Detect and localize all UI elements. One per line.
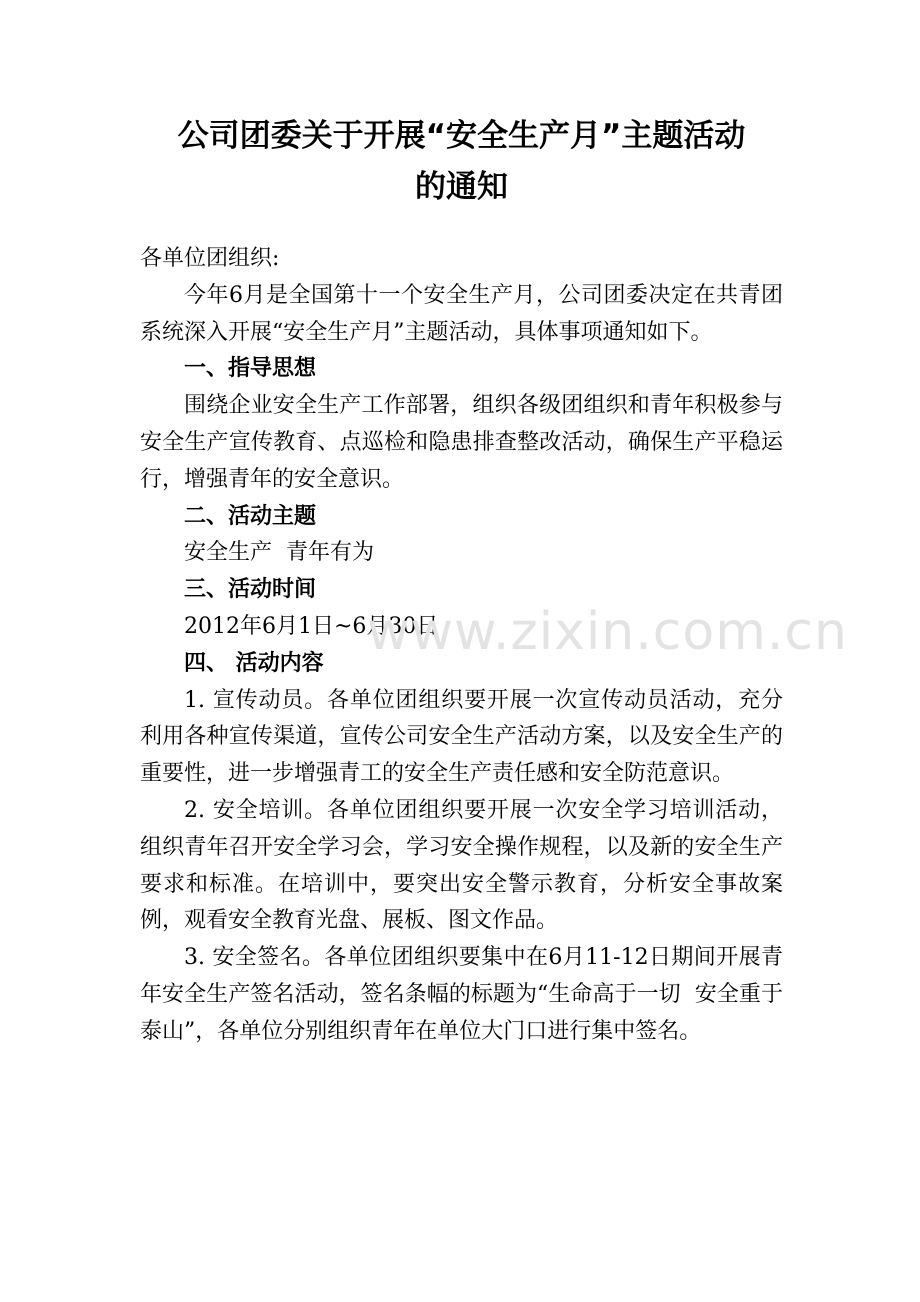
title-line-1: 公司团委关于开展“安全生产月”主题活动 xyxy=(177,118,746,154)
section-heading-activity-content: 四、 活动内容 xyxy=(184,650,324,676)
title-line-2: 的通知 xyxy=(415,169,508,205)
section-heading-guiding-ideology: 一、指导思想 xyxy=(184,356,317,382)
section-text-activity-theme: 安全生产 青年有为 xyxy=(184,540,374,566)
section-heading-activity-theme: 二、活动主题 xyxy=(184,503,317,529)
section-heading-activity-time: 三、活动时间 xyxy=(184,577,317,603)
salutation: 各单位团组织: xyxy=(140,246,280,271)
document-title xyxy=(140,0,783,213)
content-item-training: 2. 安全培训。各单位团组织要开展一次安全学习培训活动，组织青年召开安全学习会，学习安全操作规程，以及新的安全生产要求和标准。在培训中，要突出安全警示教育，分析安全事故案例，观看安全教育光盘、展板、图文作品。 xyxy=(140,797,783,934)
document-body xyxy=(140,241,783,1051)
watermark-logo: www.zixin.com.cn xyxy=(367,602,848,662)
document-page xyxy=(140,0,783,1051)
section-text-guiding-ideology: 围绕企业安全生产工作部署，组织各级团组织和青年积极参与安全生产宣传教育、点巡检和隐患排查整改活动，确保生产平稳运行，增强青年的安全意识。 xyxy=(140,393,783,492)
content-item-signature: 3. 安全签名。各单位团组织要集中在6月11-12日期间开展青年安全生产签名活动，签名条幅的标题为“生命高于一切 安全重于泰山”，各单位分别组织青年在单位大门口进行集中签名。 xyxy=(140,945,783,1044)
section-text-activity-time: 2012年6月1日~6月30日 xyxy=(184,613,439,639)
intro-paragraph: 今年6月是全国第十一个安全生产月，公司团委决定在共青团系统深入开展“安全生产月”主题活动，具体事项通知如下。 xyxy=(140,282,783,345)
content-item-publicity: 1. 宣传动员。各单位团组织要开展一次宣传动员活动，充分利用各种宣传渠道，宣传公司安全生产活动方案，以及安全生产的重要性，进一步增强青工的安全生产责任感和安全防范意识。 xyxy=(140,687,783,787)
